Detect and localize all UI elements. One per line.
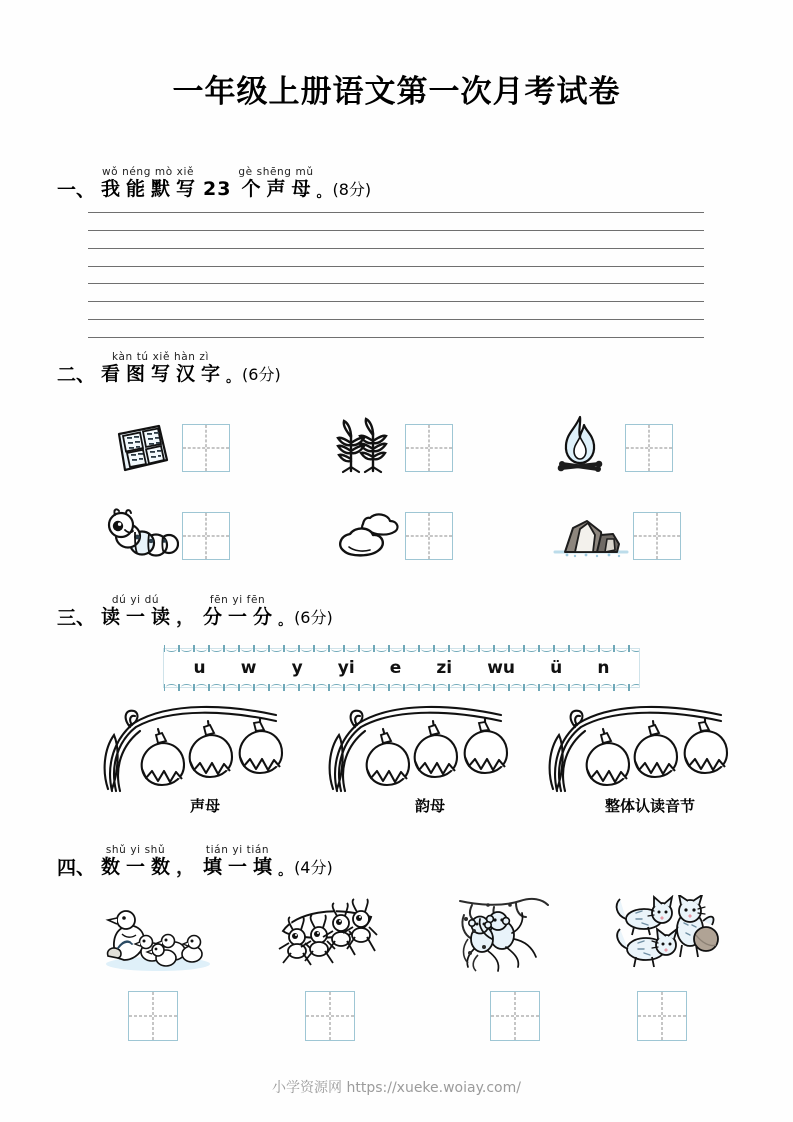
question-4-heading	[57, 843, 333, 879]
answer-grid-cell[interactable]	[182, 424, 230, 472]
letter-item[interactable]: wu	[487, 658, 516, 678]
question-2-number: 二、	[57, 363, 96, 386]
question-3-ruby-2	[197, 593, 278, 629]
letter-item[interactable]: w	[240, 658, 257, 678]
category-label-shengmu: 声母	[189, 797, 220, 815]
answer-grid-cell[interactable]	[405, 424, 453, 472]
category-label-yunmu: 韵母	[414, 797, 445, 815]
question-2-text-1: 看图写汉字	[101, 363, 227, 385]
letters-row	[164, 649, 639, 687]
question-2-ruby-1	[95, 350, 226, 386]
letter-item[interactable]: y	[291, 658, 303, 678]
question-3-pinyin-1: dú yi dú	[111, 594, 160, 606]
question-3-text-2: 分一分	[203, 606, 279, 628]
monkeys-icon	[458, 895, 550, 973]
answer-grid-cell[interactable]	[633, 512, 681, 560]
question-1-pinyin-1: wǒ néng mò xiě	[101, 166, 195, 178]
letter-item[interactable]: n	[597, 658, 610, 678]
question-1-count: 23	[203, 178, 232, 200]
letter-item[interactable]: e	[389, 658, 402, 678]
question-2-score: (6分)	[242, 365, 281, 385]
caterpillar-icon	[107, 508, 179, 558]
question-2-pinyin-1: kàn tú xiě hàn zì	[111, 351, 210, 363]
question-2-heading	[57, 350, 281, 386]
question-1-ruby-1	[95, 165, 201, 201]
answer-grid-cell[interactable]	[637, 991, 687, 1041]
question-4-ruby-1	[95, 843, 176, 879]
question-3-period: 。	[278, 612, 293, 629]
footer-watermark: 小学资源网 https://xueke.woiay.com/	[272, 1080, 521, 1096]
question-4-number: 四、	[57, 856, 96, 879]
question-3-score: (6分)	[294, 608, 333, 628]
lily-of-the-valley-icon	[325, 705, 530, 793]
answer-grid-cell[interactable]	[490, 991, 540, 1041]
question-1-ruby-2	[235, 165, 316, 201]
answer-grid-cell[interactable]	[128, 991, 178, 1041]
letter-item[interactable]: ü	[550, 658, 563, 678]
question-1-heading	[57, 165, 371, 201]
question-1-pinyin-2: gè shēng mǔ	[238, 166, 314, 178]
stave-line	[88, 266, 704, 267]
grain-plants-icon	[335, 417, 393, 475]
answer-grid-cell[interactable]	[405, 512, 453, 560]
rocks-icon	[553, 512, 629, 560]
question-4-text-2: 填一填	[203, 856, 279, 878]
clouds-icon	[336, 512, 406, 560]
question-3-number: 三、	[57, 606, 96, 629]
question-3-text-1: 读一读	[101, 606, 177, 628]
question-4-text-1: 数一数	[101, 856, 177, 878]
question-4-score: (4分)	[294, 858, 333, 878]
question-1-text-2: 个声母	[241, 178, 317, 200]
lily-of-the-valley-icon	[545, 705, 750, 793]
question-4-pinyin-1: shǔ yi shǔ	[105, 844, 166, 856]
ducks-icon	[100, 900, 210, 972]
question-3-ruby-1	[95, 593, 176, 629]
question-4-period: 。	[278, 862, 293, 879]
letters-bank	[163, 648, 640, 688]
question-4-comma: ，	[176, 856, 196, 878]
question-1-period: 。	[316, 184, 331, 201]
pinyin-stave-1[interactable]	[88, 212, 704, 267]
letter-item[interactable]: zi	[436, 658, 453, 678]
campfire-icon	[553, 415, 607, 477]
question-2-period: 。	[226, 369, 241, 386]
question-4-ruby-2	[197, 843, 278, 879]
question-1-text-1: 我能默写	[101, 178, 202, 200]
question-3-pinyin-2: fēn yi fēn	[209, 594, 266, 606]
letter-item[interactable]: yi	[337, 658, 355, 678]
category-label-zhengti: 整体认读音节	[604, 797, 695, 815]
question-3-comma: ，	[176, 606, 196, 628]
question-4-pinyin-2: tián yi tián	[205, 844, 270, 856]
cats-icon	[610, 895, 720, 973]
page-title: 一年级上册语文第一次月考试卷	[172, 74, 621, 110]
question-3-heading	[57, 593, 333, 629]
answer-grid-cell[interactable]	[625, 424, 673, 472]
question-1-number: 一、	[57, 178, 96, 201]
answer-grid-cell[interactable]	[305, 991, 355, 1041]
pinyin-stave-2[interactable]	[88, 283, 704, 338]
question-1-score: (8分)	[332, 180, 372, 200]
letter-item[interactable]: u	[193, 658, 206, 678]
tofu-tray-icon	[109, 420, 171, 476]
ants-icon	[275, 895, 379, 973]
lily-of-the-valley-icon	[100, 705, 305, 793]
answer-grid-cell[interactable]	[182, 512, 230, 560]
stave-line	[88, 337, 704, 338]
